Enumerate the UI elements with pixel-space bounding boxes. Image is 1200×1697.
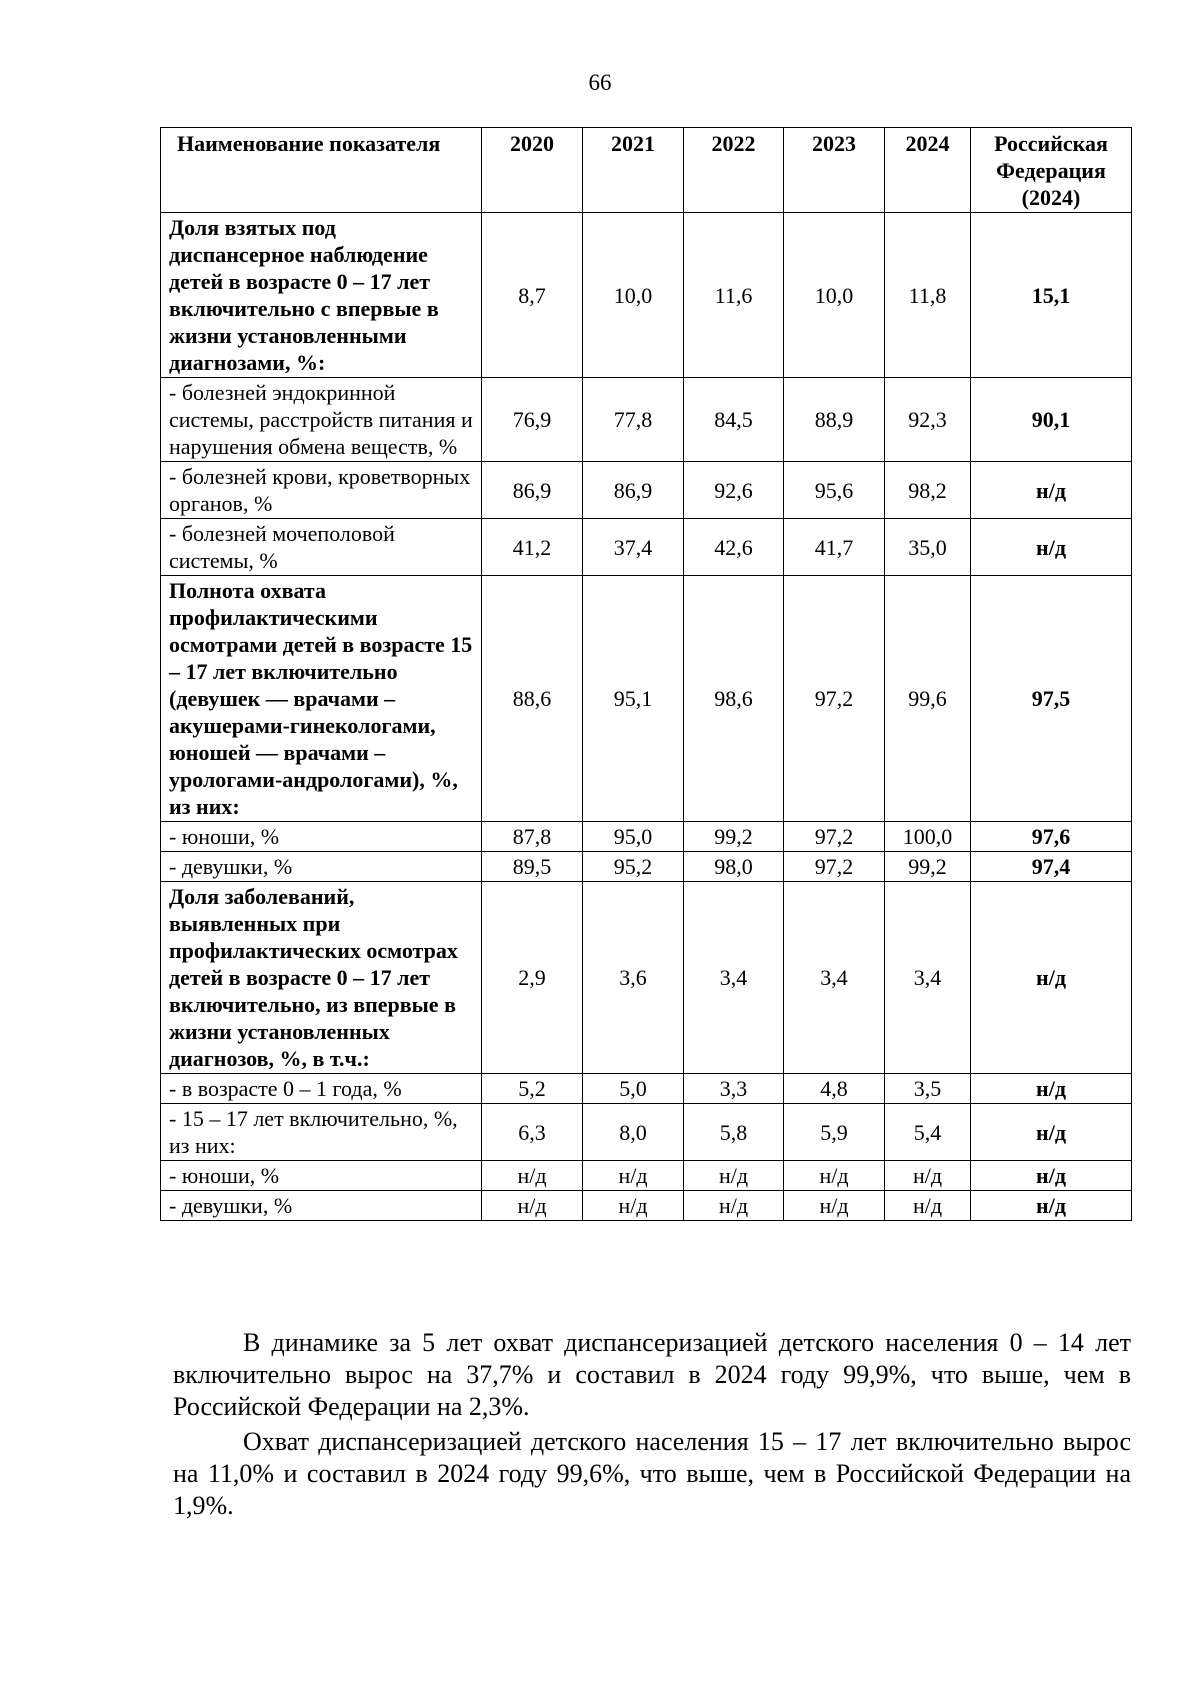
year-value-cell: 92,3 xyxy=(885,378,971,462)
year-value-cell: 3,4 xyxy=(684,882,784,1074)
indicator-name-cell: - девушки, % xyxy=(161,1191,482,1221)
year-value-cell: 76,9 xyxy=(482,378,583,462)
body-text xyxy=(173,1327,1131,1522)
year-value-cell: 89,5 xyxy=(482,852,583,882)
table-row xyxy=(161,519,1132,576)
year-value-cell: 35,0 xyxy=(885,519,971,576)
indicator-name-cell: - болезней мочеполовой системы, % xyxy=(161,519,482,576)
rf-value-cell: 15,1 xyxy=(971,213,1132,378)
year-value-cell: 77,8 xyxy=(583,378,684,462)
indicator-name-cell: - 15 – 17 лет включительно, %, из них: xyxy=(161,1104,482,1161)
year-value-cell: 3,4 xyxy=(885,882,971,1074)
year-value-cell: 42,6 xyxy=(684,519,784,576)
table-row xyxy=(161,822,1132,852)
year-value-cell: 92,6 xyxy=(684,462,784,519)
year-value-cell: 10,0 xyxy=(784,213,885,378)
year-value-cell: 86,9 xyxy=(583,462,684,519)
header-year-2023: 2023 xyxy=(784,128,885,213)
year-value-cell: 5,0 xyxy=(583,1074,684,1104)
table-row xyxy=(161,1104,1132,1161)
year-value-cell: 11,6 xyxy=(684,213,784,378)
year-value-cell: н/д xyxy=(784,1191,885,1221)
year-value-cell: 8,7 xyxy=(482,213,583,378)
year-value-cell: 95,6 xyxy=(784,462,885,519)
rf-value-cell: 97,5 xyxy=(971,576,1132,822)
year-value-cell: 97,2 xyxy=(784,576,885,822)
indicator-name-cell: - девушки, % xyxy=(161,852,482,882)
year-value-cell: 88,9 xyxy=(784,378,885,462)
year-value-cell: 98,6 xyxy=(684,576,784,822)
table-body xyxy=(161,213,1132,1221)
year-value-cell: 95,2 xyxy=(583,852,684,882)
table-row xyxy=(161,213,1132,378)
year-value-cell: н/д xyxy=(784,1161,885,1191)
rf-value-cell: 90,1 xyxy=(971,378,1132,462)
year-value-cell: 98,2 xyxy=(885,462,971,519)
table-row xyxy=(161,462,1132,519)
paragraph: В динамике за 5 лет охват диспансеризацией детского населения 0 – 14 лет включительно вырос на 37,7% и составил в 2024 году 99,9%, что выше, чем в Российской Федерации на 2,3%. xyxy=(173,1328,1131,1421)
table-row xyxy=(161,1074,1132,1104)
year-value-cell: 2,9 xyxy=(482,882,583,1074)
page-number: 66 xyxy=(588,70,612,95)
table-row xyxy=(161,1191,1132,1221)
indicator-name-cell: Полнота охвата профилактическими осмотрами детей в возрасте 15 – 17 лет включительно (девушек — врачами – акушерами-гинекологами, юношей — врачами – урологами-андрологами), %, из них: xyxy=(161,576,482,822)
table-header-row xyxy=(161,128,1132,213)
rf-value-cell: н/д xyxy=(971,1191,1132,1221)
year-value-cell: 95,0 xyxy=(583,822,684,852)
indicator-name-cell: - болезней эндокринной системы, расстройств питания и нарушения обмена веществ, % xyxy=(161,378,482,462)
table-row xyxy=(161,852,1132,882)
header-indicator-name: Наименование показателя xyxy=(161,128,482,213)
year-value-cell: 5,4 xyxy=(885,1104,971,1161)
indicator-name-cell: - юноши, % xyxy=(161,1161,482,1191)
year-value-cell: н/д xyxy=(684,1191,784,1221)
rf-value-cell: н/д xyxy=(971,519,1132,576)
rf-value-cell: н/д xyxy=(971,1074,1132,1104)
year-value-cell: 3,3 xyxy=(684,1074,784,1104)
year-value-cell: 5,2 xyxy=(482,1074,583,1104)
year-value-cell: н/д xyxy=(482,1161,583,1191)
year-value-cell: н/д xyxy=(885,1161,971,1191)
year-value-cell: 6,3 xyxy=(482,1104,583,1161)
indicator-name-cell: Доля заболеваний, выявленных при профилактических осмотрах детей в возрасте 0 – 17 лет включительно, из впервые в жизни установленных диагнозов, %, в т.ч.: xyxy=(161,882,482,1074)
indicator-name-cell: Доля взятых под диспансерное наблюдение детей в возрасте 0 – 17 лет включительно с впервые в жизни установленными диагнозами, %: xyxy=(161,213,482,378)
rf-value-cell: н/д xyxy=(971,462,1132,519)
year-value-cell: 41,7 xyxy=(784,519,885,576)
year-value-cell: 3,4 xyxy=(784,882,885,1074)
year-value-cell: 8,0 xyxy=(583,1104,684,1161)
year-value-cell: 3,5 xyxy=(885,1074,971,1104)
year-value-cell: н/д xyxy=(482,1191,583,1221)
year-value-cell: 97,2 xyxy=(784,852,885,882)
year-value-cell: 3,6 xyxy=(583,882,684,1074)
year-value-cell: н/д xyxy=(885,1191,971,1221)
rf-value-cell: н/д xyxy=(971,1161,1132,1191)
year-value-cell: 99,2 xyxy=(684,822,784,852)
year-value-cell: н/д xyxy=(684,1161,784,1191)
year-value-cell: 100,0 xyxy=(885,822,971,852)
header-year-2022: 2022 xyxy=(684,128,784,213)
indicator-name-cell: - в возрасте 0 – 1 года, % xyxy=(161,1074,482,1104)
rf-value-cell: н/д xyxy=(971,882,1132,1074)
year-value-cell: 87,8 xyxy=(482,822,583,852)
year-value-cell: 5,9 xyxy=(784,1104,885,1161)
table-row xyxy=(161,378,1132,462)
year-value-cell: н/д xyxy=(583,1191,684,1221)
year-value-cell: 99,6 xyxy=(885,576,971,822)
year-value-cell: 84,5 xyxy=(684,378,784,462)
rf-value-cell: 97,4 xyxy=(971,852,1132,882)
indicator-table xyxy=(160,127,1132,1221)
paragraph: Охват диспансеризацией детского населения 15 – 17 лет включительно вырос на 11,0% и составил в 2024 году 99,6%, что выше, чем в Российской Федерации на 1,9%. xyxy=(173,1427,1131,1520)
year-value-cell: 10,0 xyxy=(583,213,684,378)
year-value-cell: 41,2 xyxy=(482,519,583,576)
header-year-2020: 2020 xyxy=(482,128,583,213)
header-year-2021: 2021 xyxy=(583,128,684,213)
table-row xyxy=(161,576,1132,822)
year-value-cell: 99,2 xyxy=(885,852,971,882)
year-value-cell: 37,4 xyxy=(583,519,684,576)
year-value-cell: 5,8 xyxy=(684,1104,784,1161)
indicator-name-cell: - болезней крови, кроветворных органов, % xyxy=(161,462,482,519)
year-value-cell: 4,8 xyxy=(784,1074,885,1104)
year-value-cell: 97,2 xyxy=(784,822,885,852)
header-russian-federation: Российская Федерация (2024) xyxy=(971,128,1132,213)
year-value-cell: 88,6 xyxy=(482,576,583,822)
year-value-cell: 86,9 xyxy=(482,462,583,519)
table-row xyxy=(161,882,1132,1074)
year-value-cell: 11,8 xyxy=(885,213,971,378)
header-year-2024: 2024 xyxy=(885,128,971,213)
year-value-cell: н/д xyxy=(583,1161,684,1191)
rf-value-cell: н/д xyxy=(971,1104,1132,1161)
indicator-name-cell: - юноши, % xyxy=(161,822,482,852)
year-value-cell: 98,0 xyxy=(684,852,784,882)
rf-value-cell: 97,6 xyxy=(971,822,1132,852)
table-row xyxy=(161,1161,1132,1191)
year-value-cell: 95,1 xyxy=(583,576,684,822)
